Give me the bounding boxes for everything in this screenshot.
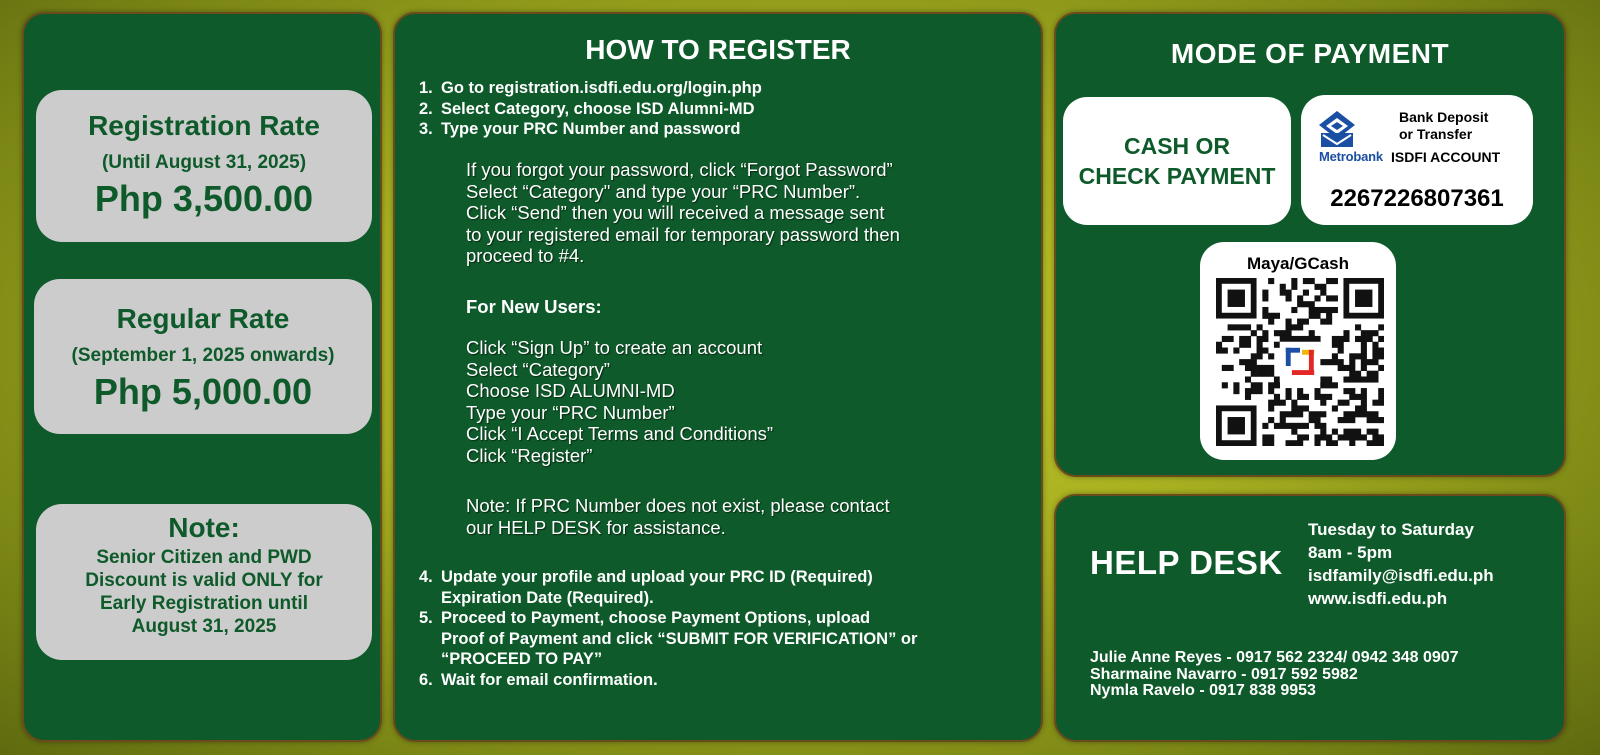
cash-payment-line: CHECK PAYMENT [1078, 163, 1276, 189]
step-text: Update your profile and upload your PRC ID (Required) [441, 568, 873, 586]
contact-line: Nymla Ravelo - 0917 838 9953 [1090, 682, 1316, 699]
regular-rate-price: Php 5,000.00 [93, 371, 313, 412]
instruction-line: If you forgot your password, click “Forgot Password” [466, 159, 893, 180]
instruction-line: Note: If PRC Number does not exist, please contact [466, 495, 890, 516]
cash-payment-text [1079, 131, 1276, 191]
instruction-line: our HELP DESK for assistance. [466, 516, 726, 538]
step-number: 3. [419, 120, 433, 138]
instruction-line: Select “Category" and type your “PRC Number”. [466, 180, 861, 202]
help-desk-schedule: Tuesday to Saturday [1308, 520, 1474, 539]
instruction-line: Select “Category” [466, 358, 610, 380]
mode-of-payment-panel [1054, 12, 1566, 477]
bank-deposit-text [1399, 109, 1488, 143]
metrobank-logo-text: Metrobank [1319, 149, 1383, 164]
cash-payment-card [1063, 97, 1291, 225]
rates-panel [22, 12, 382, 742]
step-number: 1. [419, 79, 433, 97]
step-item [419, 670, 917, 691]
discount-note-line: Senior Citizen and PWD [96, 547, 312, 568]
regular-rate-card [34, 279, 372, 434]
metrobank-logo-icon [1317, 109, 1357, 149]
step-number: 5. [419, 609, 433, 627]
contact-line: Sharmaine Navarro - 0917 592 5982 [1090, 665, 1358, 683]
account-label: ISDFI ACCOUNT [1391, 149, 1501, 165]
mode-of-payment-title: MODE OF PAYMENT [1170, 38, 1450, 69]
help-desk-info [1308, 518, 1494, 610]
registration-rate-price: Php 3,500.00 [94, 178, 314, 219]
ewallet-label: Maya/GCash [1246, 254, 1350, 273]
registration-rate-title: Registration Rate [88, 110, 320, 141]
instruction-line: to your registered email for temporary password then [466, 223, 900, 245]
step-number: 4. [419, 568, 433, 586]
help-desk-contacts [1090, 650, 1459, 700]
step-number: 2. [419, 99, 433, 118]
help-desk-note [466, 495, 890, 538]
step-text: Proof of Payment and click “SUBMIT FOR VERIFICATION” or [441, 629, 918, 648]
discount-note-line: Discount is valid ONLY for [85, 570, 323, 591]
cash-payment-line: CASH OR [1123, 133, 1231, 159]
discount-note-line: August 31, 2025 [131, 616, 277, 637]
bank-deposit-card [1301, 95, 1533, 225]
contact-line: Julie Anne Reyes - 0917 562 2324/ 0942 348 0907 [1090, 649, 1459, 666]
help-desk-email[interactable]: isdfamily@isdfi.edu.ph [1308, 566, 1494, 585]
new-users-title: For New Users: [466, 296, 602, 317]
step-text: Expiration Date (Required). [441, 588, 654, 607]
qr-code-icon[interactable] [1216, 278, 1384, 446]
instruction-line: proceed to #4. [466, 245, 585, 266]
new-users-instructions [466, 337, 773, 466]
instruction-line: Click “Sign Up” to create an account [466, 337, 763, 358]
step-text: Wait for email confirmation. [441, 670, 658, 689]
step-text: Go to registration.isdfi.edu.org/login.php [441, 79, 762, 97]
instruction-line: Click “Register” [466, 444, 593, 466]
step-text: Proceed to Payment, choose Payment Options, upload [441, 609, 871, 627]
how-to-register-panel [393, 12, 1043, 742]
discount-note-title: Note: [168, 512, 240, 543]
instruction-line: Type your “PRC Number” [466, 401, 675, 423]
registration-rate-date: (Until August 31, 2025) [101, 152, 307, 173]
instruction-line: Choose ISD ALUMNI-MD [466, 380, 675, 401]
step-number: 6. [419, 670, 433, 689]
discount-note-text [36, 546, 372, 638]
forgot-password-instructions [466, 159, 900, 267]
help-desk-hours: 8am - 5pm [1308, 543, 1393, 562]
bank-deposit-line: Bank Deposit [1399, 109, 1489, 125]
bank-deposit-line: or Transfer [1399, 126, 1473, 142]
account-number: 2267226807361 [1330, 185, 1504, 212]
regular-rate-date: (September 1, 2025 onwards) [71, 345, 335, 366]
discount-note-card [36, 504, 372, 660]
help-desk-website[interactable]: www.isdfi.edu.ph [1308, 589, 1448, 608]
steps-top-list [419, 78, 762, 140]
how-to-register-title: HOW TO REGISTER [585, 34, 851, 65]
step-item [419, 119, 762, 140]
steps-bottom-list [419, 567, 917, 690]
instruction-line: Click “I Accept Terms and Conditions” [466, 423, 774, 444]
step-item [419, 99, 762, 120]
step-item [419, 567, 917, 608]
help-desk-title: HELP DESK [1090, 544, 1283, 581]
step-text: Select Category, choose ISD Alumni-MD [441, 99, 755, 118]
step-item [419, 608, 917, 670]
step-text: Type your PRC Number and password [441, 120, 741, 138]
ewallet-card [1200, 242, 1396, 460]
discount-note-line: Early Registration until [100, 593, 308, 614]
instruction-line: Click “Send” then you will received a message sent [466, 202, 885, 223]
regular-rate-title: Regular Rate [116, 303, 290, 334]
step-text: “PROCEED TO PAY” [441, 650, 603, 668]
step-item [419, 78, 762, 99]
registration-rate-card [36, 90, 372, 242]
help-desk-panel [1054, 494, 1566, 742]
